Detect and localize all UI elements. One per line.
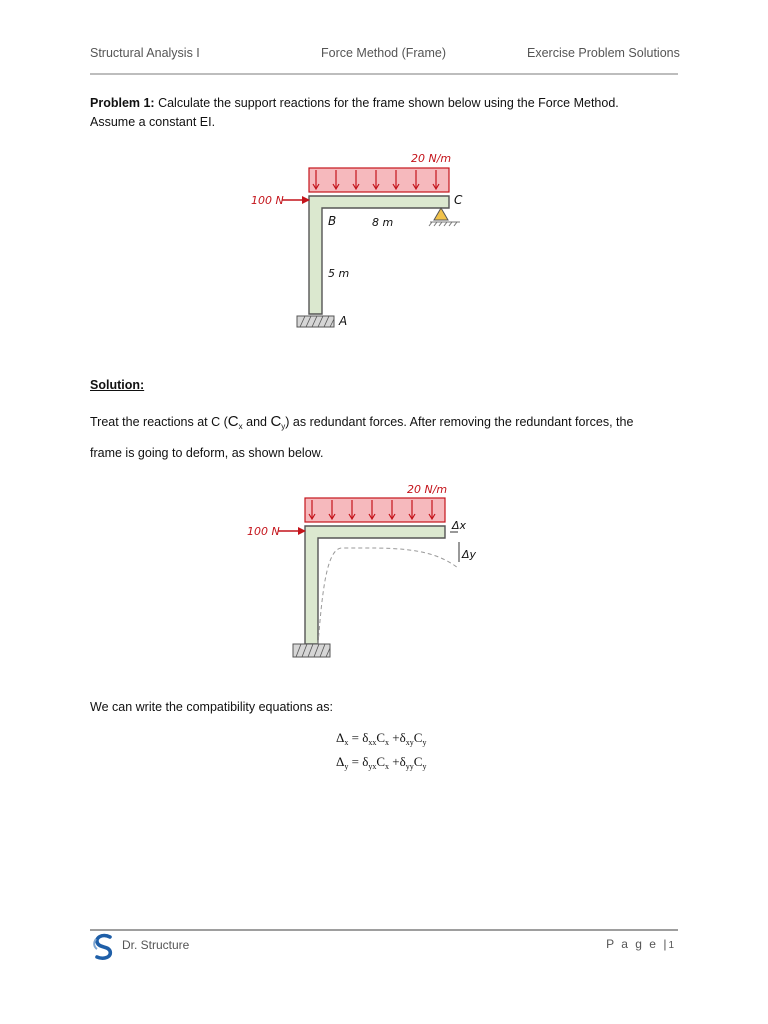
eq2-t2-c-sub: y — [422, 762, 427, 771]
cy-letter: C — [270, 413, 282, 430]
problem-label: Problem 1: — [90, 96, 155, 110]
eq1-t1: δ — [362, 730, 369, 745]
header-topic: Force Method (Frame) — [321, 46, 447, 60]
cy-subscript: y — [281, 422, 286, 431]
solution-heading — [90, 376, 680, 395]
problem-text-line2: Assume a constant EI. — [90, 115, 216, 129]
delta-y-label: Δy — [462, 548, 477, 561]
footer-brand: Dr. Structure — [122, 938, 190, 952]
frame-diagram-1 — [240, 140, 500, 340]
solution-and: and — [242, 415, 271, 429]
eq2-t2: δ — [399, 754, 406, 769]
eq1-t1-c-sub: x — [385, 738, 390, 747]
eq1-lhs-sub: x — [344, 738, 349, 747]
header-course-title: Structural Analysis I — [90, 46, 200, 60]
eq1-t2: δ — [399, 730, 406, 745]
compatibility-equation-2: $\Delta_y = \delta_{yx}C_x +\delta_{yy}C_y$ — [336, 754, 427, 771]
eq1-t2-c-sub: y — [422, 738, 427, 747]
eq2-t1-c-sub: x — [385, 762, 390, 771]
solution-line1-b: ) as redundant forces. After removing the redundant forces, the — [285, 415, 634, 429]
frame-member-2 — [305, 526, 445, 644]
eq1-lhs: Δ — [336, 730, 345, 745]
column-height-label: 5 m — [328, 267, 350, 280]
label-c: C — [454, 193, 463, 207]
eq2-lhs-sub: y — [344, 762, 349, 771]
cx-letter: C — [227, 413, 239, 430]
deformed-frame-diagram — [240, 476, 500, 666]
pin-ground-hatch — [429, 222, 460, 226]
eq1-t2-c: C — [413, 730, 423, 745]
point-load-label: 100 N — [251, 194, 284, 207]
problem-statement — [90, 94, 680, 132]
eq2-t2-sub: yy — [405, 762, 414, 771]
footer-page-number: 1 — [668, 940, 676, 951]
label-a: A — [339, 314, 348, 328]
eq2-t1-sub: yx — [368, 762, 377, 771]
delta-x-label: Δx — [452, 519, 467, 532]
compatibility-equation-1: $\Delta_x = \delta_{xx}C_x +\delta_{xy}C_y$ — [336, 730, 427, 747]
footer-page-text: P a g e | — [606, 937, 669, 951]
eq1-t2-sub: xy — [405, 738, 414, 747]
problem-text-line1: Calculate the support reactions for the frame shown below using the Force Method. — [154, 96, 619, 110]
cx-subscript: x — [238, 422, 243, 431]
eq1-t1-sub: xx — [368, 738, 377, 747]
pin-support — [434, 208, 448, 220]
header-doc-type: Exercise Problem Solutions — [527, 46, 680, 60]
point-load-label-2: 100 N — [247, 525, 280, 538]
eq1-t1-c: C — [376, 730, 386, 745]
solution-heading-text: Solution: — [90, 378, 145, 392]
span-length-label: 8 m — [372, 216, 394, 229]
header-rule — [90, 73, 678, 75]
distributed-load-label-2: 20 N/m — [407, 483, 448, 496]
label-b: B — [328, 214, 337, 228]
compatibility-intro: We can write the compatibility equations as: — [90, 700, 333, 714]
footer-page-indicator — [606, 937, 676, 951]
distributed-load-block — [309, 168, 449, 192]
deflected-shape — [318, 548, 458, 644]
eq2-t2-c: C — [413, 754, 423, 769]
solution-line1-a: Treat the reactions at C ( — [90, 415, 228, 429]
distributed-load-label: 20 N/m — [411, 152, 452, 165]
solution-text — [90, 408, 680, 467]
eq2-t1: δ — [362, 754, 369, 769]
footer-rule — [90, 929, 678, 931]
displacement-markers — [450, 532, 459, 562]
eq2-lhs: Δ — [336, 754, 345, 769]
dr-structure-logo-icon — [92, 933, 116, 961]
distributed-load-block-2 — [305, 498, 445, 522]
eq2-t1-c: C — [376, 754, 386, 769]
solution-line2: frame is going to deform, as shown below. — [90, 446, 324, 460]
